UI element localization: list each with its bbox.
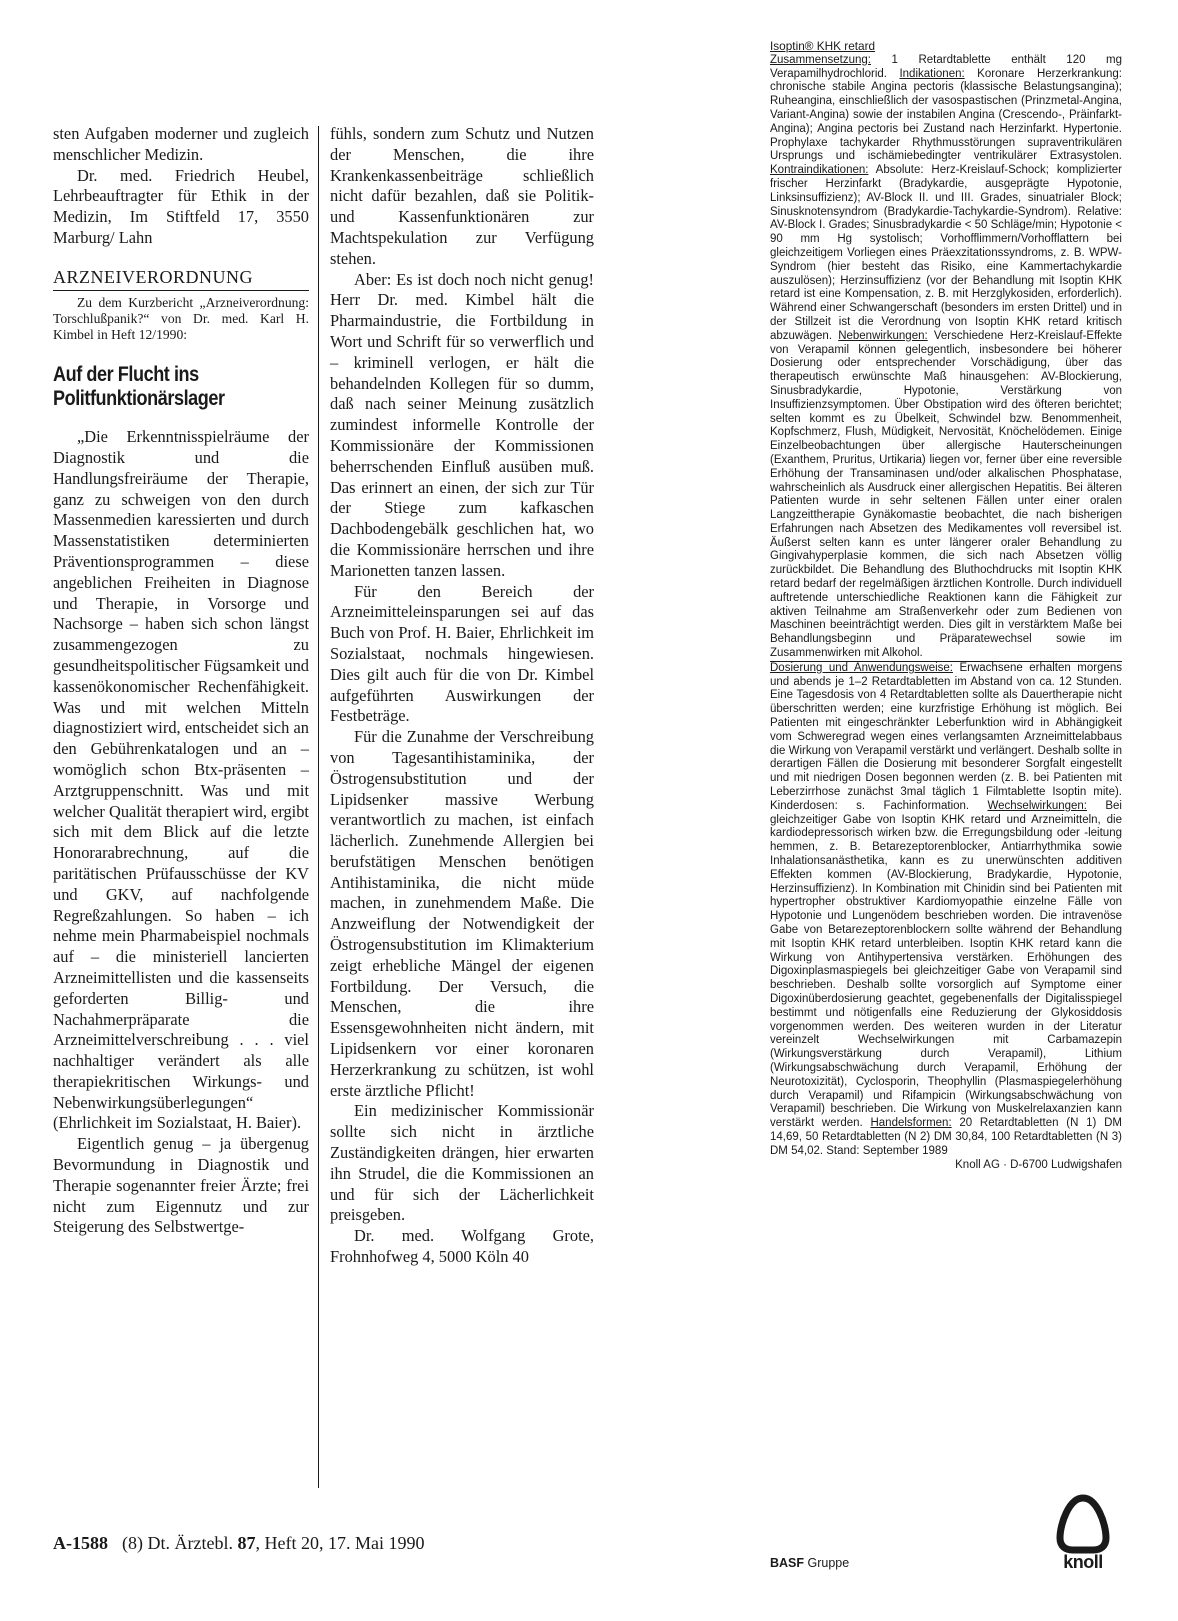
paragraph: fühls, sondern zum Schutz und Nutzen der Menschen, die ihre Krankenkassenbeiträge schließlich nicht dafür bezahlen, daß sie Politik- und Kassenfunktionären zur Machtspekulation zur Verfügung stehen. bbox=[330, 124, 594, 268]
paragraph: Aber: Es ist doch noch nicht genug! Herr Dr. med. Kimbel hält die Pharmaindustrie, die Fortbildung in Wort und Schrift für so verwerflich und – kriminell verlogen, er hält die behandelnden Kollegen für so dumm, daß nach seiner Meinung zusätzlich zumindest informelle Kontrolle der Kommissionäre der Kommissionen beherrschenden Einfluß ausüben muß. Das erinnert an einen, der sich zur Tür der Stiege zum kafkaschen Dachbodengebälk geschlichen hat, wo die Kommissionäre herrschen und ihre Marionetten tanzen lassen. bbox=[330, 269, 594, 580]
ad-label-packages: Handelsformen: bbox=[870, 1117, 952, 1130]
ad-label-interactions: Wechselwirkungen: bbox=[987, 799, 1087, 812]
drug-advertisement bbox=[770, 40, 1122, 1172]
ad-label-side-effects: Nebenwirkungen: bbox=[838, 329, 928, 342]
article-column-1 bbox=[53, 124, 309, 1238]
volume-number: 87 bbox=[237, 1533, 256, 1553]
page-footer: A-1588 (8) Dt. Ärztebl. 87, Heft 20, 17. Mai 1990 bbox=[53, 1533, 425, 1553]
author-signature: Dr. med. Wolfgang Grote, Frohnhofweg 4, 5000 Köln 40 bbox=[330, 1226, 594, 1267]
article-headline: Auf der Flucht ins Politfunktionärslager bbox=[53, 363, 225, 411]
basf-group-label: BASF Gruppe bbox=[770, 1556, 850, 1570]
paragraph: sten Aufgaben moderner und zugleich menschlicher Medizin. bbox=[53, 124, 309, 164]
paragraph: Eigentlich genug – ja übergenug Bevormundung in Diagnostik und Therapie sogenannter freier Ärzte; frei nicht zum Eigennutz und zur Steigerung des Selbstwertge- bbox=[53, 1134, 309, 1237]
ad-label-indications: Indikationen: bbox=[899, 67, 965, 80]
intro-note: Zu dem Kurzbericht „Arzneiverordnung: Torschlußpanik?“ von Dr. med. Karl H. Kimbel in Heft 12/1990: bbox=[53, 294, 309, 342]
column-divider bbox=[318, 126, 319, 1488]
author-signature: Dr. med. Friedrich Heubel, Lehrbeauftragter für Ethik in der Medizin, Im Stiftfeld 17, 3550 Marburg/ Lahn bbox=[53, 165, 309, 247]
ad-company-address: Knoll AG · D-6700 Ludwigshafen bbox=[955, 1158, 1122, 1171]
knoll-logo-text: knoll bbox=[1063, 1552, 1103, 1572]
ad-dosage-block: Dosierung und Anwendungsweise: Erwachsene erhalten morgens und abends je 1–2 Retardtabletten im Abstand von ca. 12 Stunden. Eine Tagesdosis von 4 Retardtabletten sollte als Dauertherapie nicht überschritten werden; eine kurzfristige Erhöhung ist möglich. Bei Patienten mit eingeschränkter Leberfunktion wird in Abhängigkeit vom Schweregrad wegen eines verlangsamten Arzneimittelabbaus die Wirkung von Verapamil verstärkt und verlängert. Deshalb sollte in derartigen Fällen die Dosierung mit besonderer Sorgfalt eingestellt und mit niedrigen Dosen begonnen werden (z. B. bei Patienten mit Leberzirrhose zunächst 3mal täglich 1 Filmtablette Isoptin mite). Kinderdosen: s. Fachinformation. Wechselwirkungen: Bei gleichzeitiger Gabe von Isoptin KHK retard und Arzneimitteln, die kardiodepressorisch wirken bzw. die Erregungsbildung oder -leitung hemmen, z. B. Betarezeptorenblocker, Antiarrhythmika sowie Inhalationsanästhetika, kann es zu unerwünschten additiven Effekten kommen (AV-Blockierung, Bradykardie, Hypotonie, Herzinsuffizienz). In Kombination mit Chinidin sind bei Patienten mit hypertropher obstruktiver Kardiomyopathie einzelne Fälle von Hypotonie und Lungenödem beschrieben worden. Die intravenöse Gabe von Betarezeptorenblockern sollte während der Behandlung mit Isoptin KHK retard unterbleiben. Isoptin KHK retard kann die Wirkung von Antihypertensiva verstärken. Erhöhungen des Digoxinplasmaspiegels bei gleichzeitiger Gabe von Verapamil sind beschrieben. Deshalb sollte vorsorglich auf Symptome einer Digoxinüberdosierung geachtet, gegebenenfalls der Digitalisspiegel bestimmt und nötigenfalls eine Reduzierung der Glykosiddosis vorgenommen werden. Des weiteren wurden in der Literatur vereinzelt Wechselwirkungen mit Carbamazepin (Wirkungsverstärkung durch Verapamil), Lithium (Wirkungsabschwächung durch Verapamil, Erhöhung der Neurotoxizität), Cyclosporin, Theophyllin (Plasmaspiegelerhöhung durch Verapamil) und Rifampicin (Wirkungsabschwächung von Verapamil) beschrieben. Die Wirkung von Muskelrelaxanzien kann verstärkt werden. Handelsformen: 20 Retardtabletten (N 1) DM 14,69, 50 Retardtabletten (N 2) DM 30,84, 100 Retardtabletten (N 3) DM 54,02. Stand: September 1989 bbox=[770, 661, 1123, 1157]
paragraph: Ein medizinischer Kommissionär sollte sich nicht in ärztliche Zuständigkeiten drängen, hier erwarten ihn Strudel, die die Kommissionen an und für sich der Lächerlichkeit preisgeben. bbox=[330, 1101, 594, 1225]
ad-main-block: Zusammensetzung: 1 Retardtablette enthält 120 mg Verapamilhydrochlorid. Indikationen: Koronare Herzerkrankung: chronische stabile Angina pectoris (klassische Belastungsangina); Ruheangina, einschließlich der vasospastischen (Prinzmetal-Angina, Variant-Angina) sowie der instabilen Angina (Crescendo-, Präinfarkt-Angina); Angina pectoris bei Zustand nach Herzinfarkt. Hypertonie. Prophylaxe tachykarder Rhythmusstörungen supraventrikulären Ursprungs und ischämiebedingter ventrikulärer Extrasystolen. Kontraindikationen: Absolute: Herz-Kreislauf-Schock; komplizierter frischer Herzinfarkt (Bradykardie, ausgeprägte Hypotonie, Linksinsuffizienz); AV-Block II. und III. Grades, sinuatrialer Block; Sinusknotensyndrom (Bradykardie-Tachykardie-Syndrom). Relative: AV-Block I. Grades; Sinusbradykardie < 50 Schläge/min; Hypotonie < 90 mm Hg systolisch; Vorhofflimmern/Vorhofflattern bei gleichzeitigem Vorliegen eines Präexzitationssyndroms, z. B. WPW-Syndrom (hier besteht das Risiko, eine Kammertachykardie auszulösen); Herzinsuffizienz (vor der Behandlung mit Isoptin KHK retard ist eine Kompensation, z. B. mit Herzglykosiden, erforderlich). Während einer Schwangerschaft (besonders im ersten Drittel) und in der Stillzeit ist die Verordnung von Isoptin KHK retard kritisch abzuwägen. Nebenwirkungen: Verschiedene Herz-Kreislauf-Effekte von Verapamil können gelegentlich, insbesondere bei höherer Dosierung oder entsprechender Vorschädigung, über das therapeutisch erwünschte Maß hinausgehen: AV-Blockierung, Sinusbradykardie, Hypotonie, Verstärkung von Insuffizienzsymptomen. Über Obstipation wird des öfteren berichtet; selten kommt es zu Übelkeit, Schwindel bzw. Benommenheit, Kopfschmerz, Flush, Müdigkeit, Nervosität, Knöchelödemen. Einige Einzelbeobachtungen über allergische Hauterscheinungen (Exanthem, Pruritus, Urtikaria) liegen vor, ferner über eine reversible Erhöhung der Transaminasen und/oder alkalischen Phosphatase, wahrscheinlich als Ausdruck einer allergischen Hepatitis. Bei älteren Patienten wurde in sehr seltenen Fällen unter einer oralen Langzeittherapie Gynäkomastie beobachtet, die nach bisherigen Erfahrungen nach Absetzen des Medikamentes voll reversibel ist. Äußerst selten kann es unter längerer oraler Behandlung zu Gingivahyperplasie kommen, die sich nach Absetzen völlig zurückbildet. Die Behandlung des Bluthochdrucks mit Isoptin KHK retard bedarf der regelmäßigen ärztlichen Kontrolle. Durch individuell auftretende unterschiedliche Reaktionen kann die Fähigkeit zur aktiven Teilnahme am Straßenverkehr oder zum Bedienen von Maschinen beeinträchtigt werden. Dies gilt in verstärktem Maße bei Behandlungsbeginn und Präparatewechsel sowie im Zusammenwirken mit Alkohol. bbox=[770, 53, 1123, 660]
paragraph: „Die Erkenntnisspielräume der Diagnostik und die Handlungsfreiräume der Therapie, ganz zu schweigen von den durch Massenmedien karessierten und durch Massenstatistiken determinierten Präventionsprogrammen – diese angeblichen Freiheiten in Diagnose und Therapie, in Vorsorge und Nachsorge – haben sich schon längst zusammengezogen zu gesundheitspolitischer Fügsamkeit und kassenökonomischer Rechenfähigkeit. Was und mit welchen Mitteln diagnostiziert wird, entscheidet sich an den Gebührenkatalogen und an – womöglich schon Btx-präsenten – Arztgruppenschnitt. Was und mit welcher Qualität therapiert wird, ergibt sich mit dem Blick auf die letzte Honorarabrechnung, auf die paritätischen Prüfausschüsse der KV und GKV, auf nachfolgende Regreßzahlungen. So haben – ich nehme mein Pharmabeispiel nochmals auf – die ministeriell lancierten Arzneimittellisten und die kassenseits geforderten Billig- und Nachahmerpräparate die Arzneimittelverschreibung . . . viel nachhaltiger verändert als alle therapiekritischen Wirkungs- und Nebenwirkungsüberlegungen“ (Ehrlichkeit im Sozialstaat, H. Baier). bbox=[53, 427, 309, 1133]
article-column-2 bbox=[330, 124, 594, 1268]
paragraph: Für die Zunahme der Verschreibung von Tagesantihistaminika, der Östrogensubstitution und der Lipidsenker massive Werbung verantwortlich zu machen, ist einfach lächerlich. Zunehmende Allergien bei berufstätigen Menschen benötigen Antihistaminika, die nicht müde machen, in zunehmendem Maße. Die Anzweiflung der Notwendigkeit der Östrogensubstitution im Klimakterium zeigt erhebliche Mängel der eigenen Fortbildung. Der Versuch, die Menschen, die ihre Essensgewohnheiten nicht ändern, mit Lipidsenkern vor einer koronaren Herzerkrankung zu schützen, ist wohl erste ärztliche Pflicht! bbox=[330, 727, 594, 1100]
ad-label-contraindications: Kontraindikationen: bbox=[770, 164, 869, 177]
ad-label-composition: Zusammensetzung: bbox=[770, 53, 871, 66]
section-label: ARZNEIVERORDNUNG bbox=[53, 267, 309, 291]
ad-label-dosage: Dosierung und Anwendungsweise: bbox=[770, 661, 954, 674]
ad-product-title: Isoptin® KHK retard bbox=[770, 39, 876, 53]
paragraph: Für den Bereich der Arzneimitteleinsparungen sei auf das Buch von Prof. H. Baier, Ehrlichkeit im Sozialstaat, nochmals hingewiesen. Dies gilt auch für die von Dr. Kimbel aufgeführten Auswirkungen der Festbeträge. bbox=[330, 581, 594, 726]
page-number: A-1588 bbox=[53, 1533, 108, 1553]
